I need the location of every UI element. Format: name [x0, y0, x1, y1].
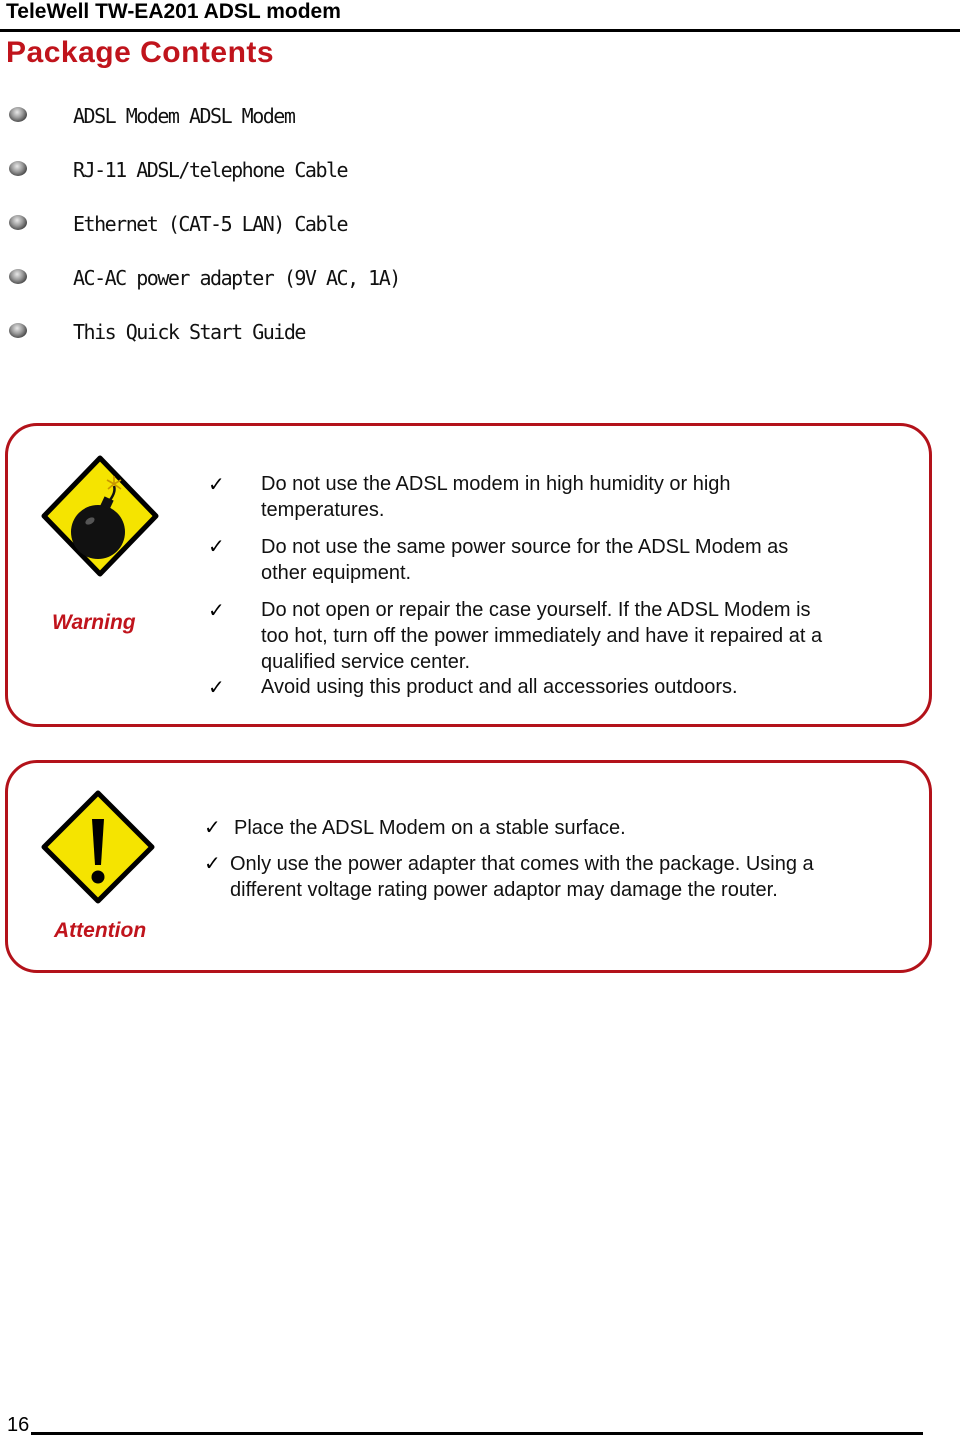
section-title: Package Contents	[6, 36, 275, 69]
list-item	[0, 100, 700, 134]
exclamation-warning-icon	[32, 783, 178, 911]
warning-text-line: other equipment.	[261, 562, 412, 584]
check-mark-icon: ✓	[204, 851, 221, 875]
warning-text-line: qualified service center.	[261, 651, 471, 673]
attention-text-line: different voltage rating power adaptor may damage the router.	[230, 879, 778, 901]
round-bullet-icon	[9, 161, 27, 176]
attention-text-line: Only use the power adapter that comes with the package. Using a	[230, 853, 814, 875]
package-item-text: AC-AC power adapter (9V AC, 1A)	[73, 266, 400, 290]
header-rule	[0, 29, 960, 32]
check-mark-icon: ✓	[208, 534, 225, 558]
package-item-text: ADSL Modem ADSL Modem	[73, 104, 295, 128]
warning-label: Warning	[52, 611, 136, 634]
warning-text-line: temperatures.	[261, 499, 385, 521]
check-mark-icon: ✓	[208, 675, 225, 699]
warning-item-2	[261, 534, 788, 586]
warning-box	[5, 423, 932, 727]
warning-text-line: Avoid using this product and all accessories outdoors.	[261, 676, 738, 698]
document-header-title: TeleWell TW-EA201 ADSL modem	[6, 0, 341, 23]
attention-box	[5, 760, 932, 973]
list-item	[0, 316, 700, 350]
attention-item-1	[234, 815, 626, 841]
package-item-text: RJ-11 ADSL/telephone Cable	[73, 158, 348, 182]
list-item	[0, 262, 700, 296]
attention-item-2	[230, 851, 814, 903]
list-item	[0, 154, 700, 188]
bomb-warning-icon	[38, 452, 178, 596]
warning-text-line: Do not use the same power source for the ADSL Modem as	[261, 536, 789, 558]
round-bullet-icon	[9, 323, 27, 338]
package-item-text: Ethernet (CAT-5 LAN) Cable	[73, 212, 348, 236]
warning-item-1	[261, 471, 731, 523]
attention-label: Attention	[54, 919, 147, 942]
check-mark-icon: ✓	[208, 472, 225, 496]
warning-text-line: Do not use the ADSL modem in high humidity or high	[261, 473, 731, 495]
attention-text-line: Place the ADSL Modem on a stable surface.	[234, 817, 626, 839]
warning-text-line: too hot, turn off the power immediately and have it repaired at a	[261, 625, 823, 647]
page-number: 16	[7, 1414, 30, 1436]
list-item	[0, 208, 700, 242]
round-bullet-icon	[9, 107, 27, 122]
warning-text-line: Do not open or repair the case yourself. If the ADSL Modem is	[261, 599, 811, 621]
package-item-text: This Quick Start Guide	[73, 320, 305, 344]
warning-item-4	[261, 674, 738, 700]
round-bullet-icon	[9, 215, 27, 230]
check-mark-icon: ✓	[208, 598, 225, 622]
warning-item-3	[261, 597, 822, 675]
check-mark-icon: ✓	[204, 815, 221, 839]
footer-rule	[31, 1432, 923, 1435]
round-bullet-icon	[9, 269, 27, 284]
